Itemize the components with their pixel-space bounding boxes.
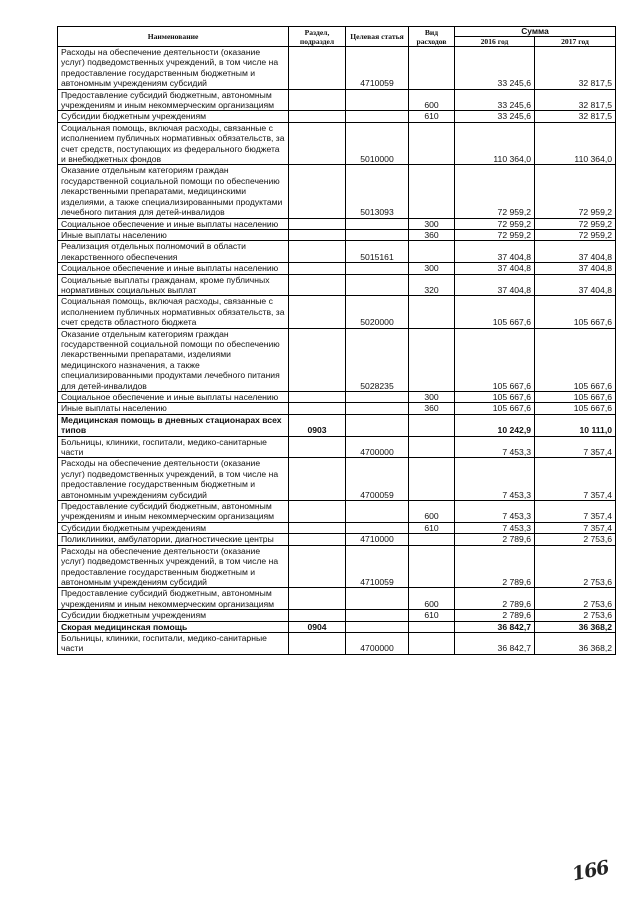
- cell-type: [409, 632, 455, 654]
- table-row: [58, 501, 616, 523]
- cell-2017: 72 959,2: [535, 229, 616, 240]
- cell-type: 300: [409, 392, 455, 403]
- cell-2017: 72 959,2: [535, 165, 616, 218]
- cell-2016: 105 667,6: [455, 328, 535, 391]
- table-row: [58, 403, 616, 414]
- cell-2017: 2 753,6: [535, 534, 616, 545]
- cell-type: 600: [409, 89, 455, 111]
- cell-type: 600: [409, 588, 455, 610]
- cell-type: [409, 122, 455, 165]
- cell-2017: 2 753,6: [535, 545, 616, 588]
- table-row: [58, 621, 616, 632]
- cell-name: Субсидии бюджетным учреждениям: [58, 522, 289, 533]
- cell-target: 5028235: [346, 328, 409, 391]
- cell-name: Больницы, клиники, госпитали, медико-санитарные части: [58, 436, 289, 458]
- cell-type: 360: [409, 229, 455, 240]
- cell-section: [289, 263, 346, 274]
- table-row: [58, 436, 616, 458]
- cell-section: [289, 392, 346, 403]
- cell-2016: 7 453,3: [455, 522, 535, 533]
- cell-section: [289, 89, 346, 111]
- cell-type: [409, 436, 455, 458]
- table-row: [58, 111, 616, 122]
- cell-target: [346, 588, 409, 610]
- cell-name: Скорая медицинская помощь: [58, 621, 289, 632]
- cell-target: [346, 414, 409, 436]
- cell-type: [409, 296, 455, 328]
- cell-name: Предоставление субсидий бюджетным, автономным учреждениям и иным некоммерческим организациям: [58, 89, 289, 111]
- cell-2016: 2 789,6: [455, 545, 535, 588]
- cell-name: Иные выплаты населению: [58, 403, 289, 414]
- table-row: [58, 522, 616, 533]
- cell-type: [409, 414, 455, 436]
- cell-target: [346, 111, 409, 122]
- cell-type: [409, 328, 455, 391]
- cell-section: 0904: [289, 621, 346, 632]
- cell-2017: 105 667,6: [535, 296, 616, 328]
- cell-section: [289, 403, 346, 414]
- cell-target: 5015161: [346, 241, 409, 263]
- cell-2016: 2 789,6: [455, 610, 535, 621]
- cell-target: 5013093: [346, 165, 409, 218]
- cell-2016: 2 789,6: [455, 534, 535, 545]
- cell-target: [346, 229, 409, 240]
- cell-target: 4710000: [346, 534, 409, 545]
- cell-section: [289, 534, 346, 545]
- cell-2016: 33 245,6: [455, 111, 535, 122]
- cell-section: [289, 501, 346, 523]
- cell-target: [346, 621, 409, 632]
- page-number: 166: [570, 856, 611, 886]
- cell-2016: 110 364,0: [455, 122, 535, 165]
- cell-name: Социальная помощь, включая расходы, связанные с исполнением публичных нормативных обязательств, за счет средств, поступающих из федерального бюджета и внебюджетных фондов: [58, 122, 289, 165]
- cell-2017: 10 111,0: [535, 414, 616, 436]
- cell-2016: 37 404,8: [455, 263, 535, 274]
- cell-type: 600: [409, 501, 455, 523]
- cell-2017: 105 667,6: [535, 328, 616, 391]
- table-row: [58, 632, 616, 654]
- cell-section: [289, 218, 346, 229]
- cell-2016: 33 245,6: [455, 47, 535, 90]
- cell-2017: 7 357,4: [535, 522, 616, 533]
- cell-type: [409, 458, 455, 501]
- cell-name: Иные выплаты населению: [58, 229, 289, 240]
- table-header-row: [58, 27, 616, 37]
- cell-section: [289, 274, 346, 296]
- cell-type: [409, 534, 455, 545]
- cell-section: [289, 458, 346, 501]
- cell-section: [289, 436, 346, 458]
- cell-2016: 37 404,8: [455, 241, 535, 263]
- cell-name: Предоставление субсидий бюджетным, автономным учреждениям и иным некоммерческим организациям: [58, 588, 289, 610]
- table-row: [58, 165, 616, 218]
- cell-name: Оказание отдельным категориям граждан государственной социальной помощи по обеспечению лекарственными препаратами, изделиями медицинского назначения, а также специализированными продуктами лечебного питания для детей-инвалидов: [58, 328, 289, 391]
- cell-section: [289, 229, 346, 240]
- cell-type: 320: [409, 274, 455, 296]
- cell-2017: 37 404,8: [535, 263, 616, 274]
- cell-target: [346, 392, 409, 403]
- cell-target: 4700059: [346, 458, 409, 501]
- cell-name: Медицинская помощь в дневных стационарах всех типов: [58, 414, 289, 436]
- cell-type: 610: [409, 522, 455, 533]
- cell-target: 5020000: [346, 296, 409, 328]
- cell-type: [409, 621, 455, 632]
- cell-section: [289, 610, 346, 621]
- cell-section: [289, 545, 346, 588]
- column-header-2016: 2016 год: [455, 37, 535, 47]
- cell-2016: 36 842,7: [455, 632, 535, 654]
- cell-name: Расходы на обеспечение деятельности (оказание услуг) подведомственных учреждений, в том числе на предоставление государственным бюджетным и автономным учреждениям субсидий: [58, 545, 289, 588]
- cell-type: 300: [409, 263, 455, 274]
- table-row: [58, 545, 616, 588]
- cell-2016: 2 789,6: [455, 588, 535, 610]
- cell-2017: 7 357,4: [535, 458, 616, 501]
- cell-section: [289, 632, 346, 654]
- cell-2016: 7 453,3: [455, 458, 535, 501]
- cell-target: 5010000: [346, 122, 409, 165]
- cell-type: 300: [409, 218, 455, 229]
- cell-name: Расходы на обеспечение деятельности (оказание услуг) подведомственных учреждений, в том числе на предоставление государственным бюджетным и автономным учреждениям субсидий: [58, 458, 289, 501]
- cell-2016: 72 959,2: [455, 165, 535, 218]
- cell-section: [289, 296, 346, 328]
- cell-2016: 105 667,6: [455, 403, 535, 414]
- table-row: [58, 47, 616, 90]
- cell-target: [346, 263, 409, 274]
- table-row: [58, 392, 616, 403]
- cell-section: [289, 47, 346, 90]
- cell-name: Субсидии бюджетным учреждениям: [58, 610, 289, 621]
- table-row: [58, 296, 616, 328]
- cell-target: [346, 522, 409, 533]
- cell-type: 360: [409, 403, 455, 414]
- cell-2017: 7 357,4: [535, 501, 616, 523]
- cell-section: 0903: [289, 414, 346, 436]
- cell-name: Поликлиники, амбулатории, диагностические центры: [58, 534, 289, 545]
- cell-2016: 72 959,2: [455, 229, 535, 240]
- cell-target: [346, 501, 409, 523]
- cell-2017: 110 364,0: [535, 122, 616, 165]
- table-row: [58, 274, 616, 296]
- cell-2017: 105 667,6: [535, 392, 616, 403]
- column-header-2017: 2017 год: [535, 37, 616, 47]
- column-header-type: Вид расходов: [409, 27, 455, 47]
- cell-type: [409, 47, 455, 90]
- cell-target: [346, 610, 409, 621]
- cell-name: Социальные выплаты гражданам, кроме публичных нормативных социальных выплат: [58, 274, 289, 296]
- cell-2017: 32 817,5: [535, 47, 616, 90]
- table-row: [58, 122, 616, 165]
- cell-section: [289, 165, 346, 218]
- cell-2017: 72 959,2: [535, 218, 616, 229]
- table-row: [58, 414, 616, 436]
- cell-target: 4710059: [346, 47, 409, 90]
- table-row: [58, 328, 616, 391]
- cell-2017: 32 817,5: [535, 111, 616, 122]
- cell-2017: 105 667,6: [535, 403, 616, 414]
- cell-2016: 33 245,6: [455, 89, 535, 111]
- cell-name: Предоставление субсидий бюджетным, автономным учреждениям и иным некоммерческим организациям: [58, 501, 289, 523]
- cell-2017: 36 368,2: [535, 632, 616, 654]
- cell-2016: 7 453,3: [455, 501, 535, 523]
- column-header-name: Наименование: [58, 27, 289, 47]
- column-header-sum: Сумма: [455, 27, 616, 37]
- cell-name: Субсидии бюджетным учреждениям: [58, 111, 289, 122]
- column-header-target: Целевая статья: [346, 27, 409, 47]
- cell-name: Социальное обеспечение и иные выплаты населению: [58, 392, 289, 403]
- cell-name: Социальное обеспечение и иные выплаты населению: [58, 218, 289, 229]
- cell-type: [409, 165, 455, 218]
- table-row: [58, 534, 616, 545]
- cell-target: 4710059: [346, 545, 409, 588]
- cell-target: [346, 89, 409, 111]
- cell-2017: 2 753,6: [535, 588, 616, 610]
- table-row: [58, 89, 616, 111]
- cell-2017: 32 817,5: [535, 89, 616, 111]
- cell-name: Больницы, клиники, госпитали, медико-санитарные части: [58, 632, 289, 654]
- cell-section: [289, 111, 346, 122]
- cell-section: [289, 241, 346, 263]
- table-row: [58, 588, 616, 610]
- cell-2016: 36 842,7: [455, 621, 535, 632]
- cell-target: [346, 403, 409, 414]
- cell-type: [409, 241, 455, 263]
- cell-2016: 105 667,6: [455, 296, 535, 328]
- budget-document: [57, 26, 615, 886]
- cell-2016: 37 404,8: [455, 274, 535, 296]
- table-row: [58, 241, 616, 263]
- budget-table: [57, 26, 616, 655]
- cell-type: [409, 545, 455, 588]
- cell-section: [289, 122, 346, 165]
- cell-2016: 72 959,2: [455, 218, 535, 229]
- cell-type: 610: [409, 610, 455, 621]
- cell-name: Реализация отдельных полномочий в области лекарственного обеспечения: [58, 241, 289, 263]
- cell-section: [289, 328, 346, 391]
- cell-section: [289, 522, 346, 533]
- cell-2017: 7 357,4: [535, 436, 616, 458]
- cell-2016: 7 453,3: [455, 436, 535, 458]
- cell-target: [346, 218, 409, 229]
- table-row: [58, 458, 616, 501]
- table-row: [58, 218, 616, 229]
- cell-section: [289, 588, 346, 610]
- cell-2017: 36 368,2: [535, 621, 616, 632]
- cell-type: 610: [409, 111, 455, 122]
- cell-target: 4700000: [346, 436, 409, 458]
- cell-2016: 105 667,6: [455, 392, 535, 403]
- table-row: [58, 263, 616, 274]
- cell-2017: 2 753,6: [535, 610, 616, 621]
- cell-name: Социальное обеспечение и иные выплаты населению: [58, 263, 289, 274]
- cell-name: Расходы на обеспечение деятельности (оказание услуг) подведомственных учреждений, в том числе на предоставление государственным бюджетным и автономным учреждениям субсидий: [58, 47, 289, 90]
- cell-2016: 10 242,9: [455, 414, 535, 436]
- column-header-section: Раздел, подраздел: [289, 27, 346, 47]
- table-row: [58, 610, 616, 621]
- cell-target: 4700000: [346, 632, 409, 654]
- cell-2017: 37 404,8: [535, 241, 616, 263]
- table-row: [58, 229, 616, 240]
- cell-name: Оказание отдельным категориям граждан государственной социальной помощи по обеспечению лекарственными препаратами, медицинскими изделиями, а также специализированными продуктами лечебного питания для детей-инвалидов: [58, 165, 289, 218]
- cell-name: Социальная помощь, включая расходы, связанные с исполнением публичных нормативных обязательств, за счет средств областного бюджета: [58, 296, 289, 328]
- cell-2017: 37 404,8: [535, 274, 616, 296]
- cell-target: [346, 274, 409, 296]
